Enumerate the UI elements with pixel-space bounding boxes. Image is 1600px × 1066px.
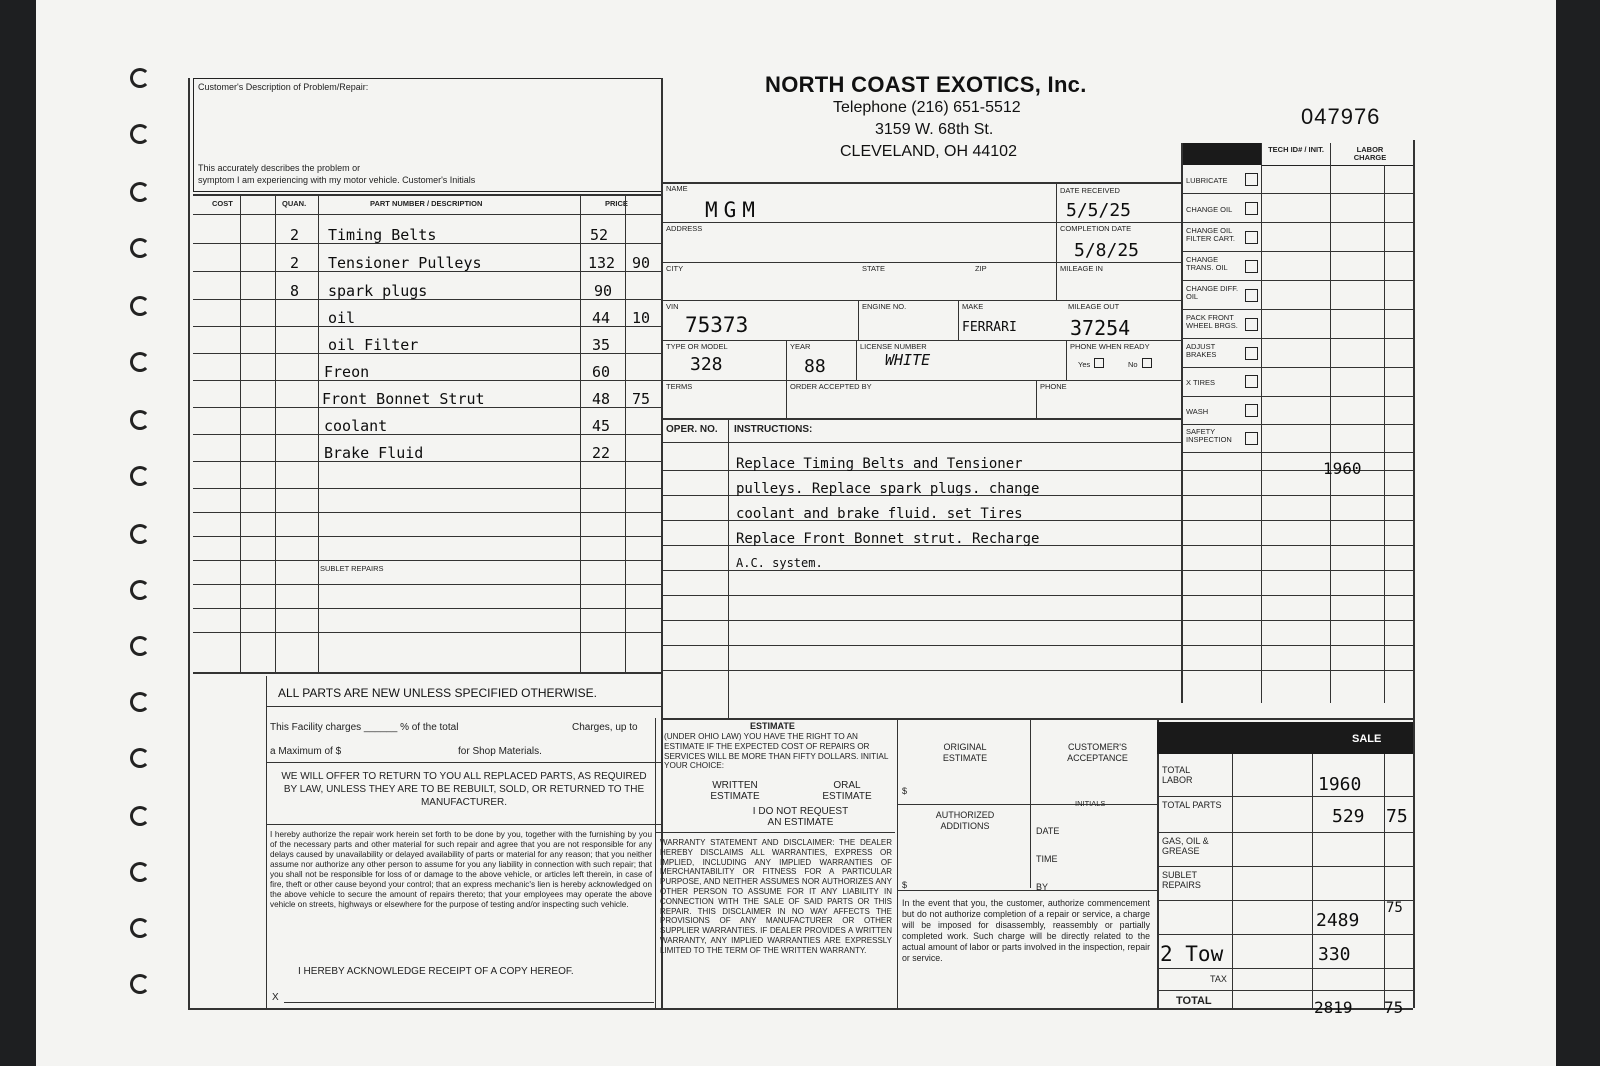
totals-line	[1157, 968, 1413, 969]
parts-col-line	[318, 194, 319, 672]
terms-line	[661, 418, 1181, 420]
address-line	[661, 262, 1181, 263]
instructions-rule	[661, 645, 1413, 646]
name-line	[661, 222, 1056, 223]
totals-line	[1157, 832, 1413, 833]
no-checkbox[interactable]	[1142, 358, 1152, 368]
facility-charges: This Facility charges ______ % of the total	[270, 722, 459, 733]
check-label: CHANGE OIL	[1186, 205, 1233, 214]
no-label: No	[1128, 360, 1138, 369]
part-qty: 2	[290, 226, 300, 244]
total-labor: 1960	[1318, 774, 1362, 795]
date-received: 5/5/25	[1066, 200, 1132, 221]
engine-label: ENGINE NO.	[862, 302, 907, 311]
part-price: 132	[588, 254, 616, 272]
pin-hole	[130, 524, 150, 544]
check-box[interactable]	[1245, 347, 1258, 360]
engine-divider	[958, 300, 959, 340]
maximum-label: a Maximum of $	[270, 746, 342, 757]
accepted-divider	[1036, 380, 1037, 418]
type-line	[661, 380, 1181, 381]
year-label: YEAR	[790, 342, 811, 351]
checks-right	[1261, 143, 1262, 703]
estimate-top	[661, 718, 1413, 720]
totals-col2	[1312, 754, 1313, 1008]
no-estimate: I DO NOT REQUEST AN ESTIMATE	[752, 806, 849, 828]
parts-bottom	[193, 672, 661, 674]
name-label: NAME	[666, 184, 688, 193]
check-box[interactable]	[1245, 318, 1258, 331]
estimate-title: ESTIMATE	[750, 721, 795, 731]
check-label: ADJUST BRAKES	[1186, 342, 1217, 359]
completion-date: 5/8/25	[1074, 240, 1140, 261]
company-telephone: Telephone (216) 651-5512	[833, 99, 1021, 116]
sublet-label: SUBLET REPAIRS	[320, 564, 384, 573]
disassembly-text: In the event that you, the customer, authorize commencement but do not authorize completion of a repair or service, a charge will be imposed for disassembly, reassembly or partially completed work. Such charge will be directly related to the actual amount of labor or parts involved in the inspection, repair or service.	[902, 898, 1150, 963]
instruction-line: pulleys. Replace spark plugs. change	[736, 481, 1040, 497]
part-price: 22	[592, 444, 611, 462]
signature-line[interactable]	[284, 1002, 654, 1003]
part-desc: oil	[328, 309, 356, 327]
authorize-text: I hereby authorize the repair work herein set forth to be done by you, together with the furnishing by you of the necessary parts and other material for such repair and agree that you are not responsible for any delays caused by unavailability or delayed availability of parts or material for any reason; that you neither assume nor authorize any other person to assume for you any liability in connection with such repair; that you shall not be responsible for loss of or damage to the above vehicle, or articles left therein, in case of fire, theft or other cause beyond your control; that an express mechanic's lien is hereby acknowledged on the above vehicle to secure the amount of repairs thereto; that your employees may operate the above vehicle on streets, highways or elsewhere for the purpose of testing and/or inspecting such vehicle.	[270, 830, 652, 909]
col-qty: QUAN.	[282, 199, 307, 208]
oper-divider	[728, 418, 729, 718]
check-box[interactable]	[1245, 404, 1258, 417]
customer-acceptance: CUSTOMER'S ACCEPTANCE	[1067, 742, 1128, 763]
parts-row-line	[193, 536, 661, 537]
parts-row-line	[193, 380, 661, 381]
dollar-sign-2: $	[902, 880, 908, 890]
totals-col	[1232, 754, 1233, 1008]
total-parts-cents: 75	[1386, 806, 1408, 827]
part-qty: 2	[290, 254, 300, 272]
oper-label: OPER. NO.	[666, 424, 718, 435]
estimate-left	[655, 718, 656, 1008]
check-line	[1181, 338, 1413, 339]
part-desc: Front Bonnet Strut	[322, 390, 485, 408]
col-description: PART NUMBER / DESCRIPTION	[370, 199, 483, 208]
check-label: CHANGE OIL FILTER CART.	[1186, 226, 1235, 243]
yes-checkbox[interactable]	[1094, 358, 1104, 368]
parts-row-line	[193, 560, 661, 561]
parts-col-line	[625, 194, 626, 672]
part-desc: Freon	[324, 363, 370, 381]
part-desc: Timing Belts	[328, 226, 437, 244]
col-cost: COST	[212, 199, 233, 208]
total-label: TOTAL	[1176, 995, 1212, 1007]
instructions-label: INSTRUCTIONS:	[734, 424, 813, 435]
disclaimer-left-line	[266, 676, 267, 1008]
tech-header: TECH ID# / INIT.	[1268, 145, 1324, 154]
frame-left	[188, 78, 190, 1008]
instructions-line	[661, 442, 1181, 443]
labor-header: LABOR CHARGE	[1353, 145, 1387, 162]
parts-row-line	[193, 434, 661, 435]
vin-line	[661, 340, 1181, 341]
col-price: PRICE	[605, 199, 628, 208]
make-value: FERRARI	[962, 320, 1017, 335]
year-value: 88	[804, 356, 826, 377]
part-qty: 8	[290, 282, 300, 300]
part-cents: 75	[632, 390, 651, 408]
estimate-line	[897, 804, 1157, 805]
part-price: 60	[592, 363, 611, 381]
frame-bottom	[188, 1008, 1413, 1010]
by-label: BY	[1036, 882, 1049, 892]
check-line	[1181, 280, 1413, 281]
frame-right	[1413, 140, 1415, 1008]
pin-hole	[130, 974, 150, 994]
tow-value: 330	[1318, 944, 1351, 965]
acceptance-divider	[1030, 718, 1031, 888]
check-label: SAFETY INSPECTION	[1186, 427, 1232, 444]
type-label: TYPE OR MODEL	[666, 342, 728, 351]
pin-hole	[130, 352, 150, 372]
part-cents: 10	[632, 309, 651, 327]
state-label: STATE	[862, 264, 886, 273]
part-desc: coolant	[324, 417, 388, 435]
phone-label: PHONE	[1040, 382, 1067, 391]
problem-heading: Customer's Description of Problem/Repair:	[198, 82, 369, 92]
city-line	[661, 300, 1181, 301]
totals-line	[1157, 866, 1413, 867]
year-divider	[856, 340, 857, 380]
company-street: 3159 W. 68th St.	[875, 121, 994, 138]
check-label: WASH	[1186, 407, 1209, 416]
vin-value: 75373	[685, 313, 749, 337]
instruction-line: Replace Front Bonnet strut. Recharge	[736, 531, 1040, 547]
pin-hole	[130, 862, 150, 882]
shop-materials: for Shop Materials.	[458, 746, 542, 757]
check-label: X TIRES	[1186, 378, 1216, 387]
parts-header-line	[193, 214, 663, 215]
totals-cents-col	[1384, 754, 1385, 1008]
check-line	[1181, 424, 1413, 425]
oral-estimate: ORAL ESTIMATE	[822, 780, 872, 802]
license-label: LICENSE NUMBER	[860, 342, 927, 351]
charges-up-to: Charges, up to	[572, 722, 638, 733]
disclaimer-line	[266, 706, 661, 707]
tow-label: 2 Tow	[1160, 942, 1224, 966]
total-parts: 529	[1332, 806, 1365, 827]
terms-label: TERMS	[666, 382, 693, 391]
completion-label: COMPLETION DATE	[1060, 224, 1132, 233]
check-box[interactable]	[1245, 231, 1258, 244]
yes-label: Yes	[1078, 360, 1091, 369]
instruction-line: Replace Timing Belts and Tensioner	[736, 456, 1023, 472]
zip-label: ZIP	[975, 264, 987, 273]
parts-top	[193, 194, 663, 196]
pin-hole	[130, 580, 150, 600]
tax-label: TAX	[1210, 974, 1227, 984]
pin-hole	[130, 238, 150, 258]
totals-line	[1157, 934, 1413, 935]
vin-label: VIN	[666, 302, 679, 311]
dollar-sign: $	[902, 786, 908, 796]
estimate-line	[655, 832, 895, 833]
check-box[interactable]	[1245, 260, 1258, 273]
parts-row-line	[193, 512, 661, 513]
check-label: LUBRICATE	[1186, 176, 1228, 185]
disclaimer-line	[266, 824, 661, 825]
tech-right	[1330, 143, 1331, 703]
check-box[interactable]	[1245, 202, 1258, 215]
date-label: DATE	[1036, 826, 1060, 836]
pin-hole	[130, 748, 150, 768]
instructions-labor-amount: 1960	[1323, 459, 1362, 478]
signature-x: X	[272, 992, 279, 1003]
pin-hole	[130, 636, 150, 656]
check-line	[1181, 367, 1413, 368]
pin-hole	[130, 296, 150, 316]
sublet-total-label: SUBLET REPAIRS	[1162, 870, 1201, 890]
terms-divider	[786, 380, 787, 418]
problem-accuracy-1: This accurately describes the problem or	[198, 163, 361, 173]
check-box[interactable]	[1245, 289, 1258, 302]
pin-hole	[130, 410, 150, 430]
check-box[interactable]	[1245, 375, 1258, 388]
check-label: CHANGE TRANS. OIL	[1186, 255, 1228, 272]
time-label: TIME	[1036, 854, 1058, 864]
instructions-rule	[661, 570, 1413, 571]
dates-divider	[1056, 182, 1057, 300]
instructions-rule	[661, 595, 1413, 596]
parts-col-line	[580, 194, 581, 672]
warranty-text: WARRANTY STATEMENT AND DISCLAIMER: THE DEALER HEREBY DISCLAIMS ALL WARRANTIES, EXPRESS OR IMPLIED, INCLUDING ANY IMPLIED WARRANTIES OF MERCHANTABILITY OR FITNESS FOR A PARTICULAR PURPOSE, AND NEITHER ASSUMES NOR AUTHORIZES ANY OTHER PERSON TO ASSUME FOR IT ANY LIABILITY IN CONNECTION WITH THE SALE OF SAID PARTS OR THIS REPAIR. THIS DISCLAIMER IN NO WAY AFFECTS THE PROVISIONS OF ANY MANUFACTURER OR OTHER SUPPLIER WARRANTIES. IF DEALER PROVIDES A WRITTEN WARRANTY, ANY IMPLIED WARRANTIES ARE EXPRESSLY LIMITED TO THE TERM OF THE WRITTEN WARRANTY.	[660, 838, 892, 955]
parts-row-line	[193, 461, 661, 462]
check-line	[1181, 193, 1413, 194]
company-name: NORTH COAST EXOTICS, Inc.	[765, 72, 1087, 97]
part-price: 48	[592, 390, 611, 408]
phone-ready-label: PHONE WHEN READY	[1070, 342, 1150, 351]
estimate-text: (UNDER OHIO LAW) YOU HAVE THE RIGHT TO AN ESTIMATE IF THE EXPECTED COST OF REPAIRS OR SERVICES WILL BE MORE THAN FIFTY DOLLARS. INITIAL YOUR CHOICE:	[664, 732, 889, 771]
pin-hole	[130, 68, 150, 88]
part-price: 44	[592, 309, 611, 327]
date-received-label: DATE RECEIVED	[1060, 186, 1120, 195]
total-parts-label: TOTAL PARTS	[1162, 800, 1222, 810]
type-divider	[786, 340, 787, 380]
acknowledge-text: I HEREBY ACKNOWLEDGE RECEIPT OF A COPY HEREOF.	[298, 966, 574, 977]
part-desc: oil Filter	[328, 336, 419, 354]
address-label: ADDRESS	[666, 224, 703, 233]
authorized-additions: AUTHORIZED ADDITIONS	[935, 810, 995, 831]
initials-label: INITIALS	[1075, 799, 1106, 808]
checks-left	[1181, 143, 1183, 703]
disclaimer-line	[266, 762, 661, 763]
totals-left	[1157, 718, 1159, 1008]
invoice-number: 047976	[1301, 104, 1381, 129]
instruction-line: coolant and brake fluid. set Tires	[736, 506, 1023, 522]
sale-label: SALE	[1352, 733, 1382, 745]
parts-row-line	[193, 353, 661, 354]
labor-cents-line	[1384, 165, 1385, 703]
written-estimate: WRITTEN ESTIMATE	[710, 780, 760, 802]
mileage-out: 37254	[1070, 316, 1131, 340]
accepted-label: ORDER ACCEPTED BY	[790, 382, 872, 391]
check-line	[1181, 396, 1413, 397]
company-city: CLEVELAND, OH 44102	[840, 143, 1017, 160]
city-label: CITY	[666, 264, 684, 273]
pin-hole	[130, 466, 150, 486]
totals-line	[1157, 900, 1413, 901]
pin-hole	[130, 692, 150, 712]
check-label: PACK FRONT WHEEL BRGS.	[1186, 313, 1238, 330]
parts-row-line	[193, 488, 661, 489]
instructions-rule	[661, 670, 1413, 671]
part-desc: Brake Fluid	[324, 444, 424, 462]
mileage-in-label: MILEAGE IN	[1060, 264, 1103, 273]
part-cents: 90	[632, 254, 651, 272]
parts-row-line	[193, 608, 661, 609]
part-desc: Tensioner Pulleys	[328, 254, 482, 272]
pin-hole	[130, 806, 150, 826]
check-box[interactable]	[1245, 432, 1258, 445]
check-line	[1181, 222, 1413, 223]
part-price: 90	[594, 282, 613, 300]
estimate-right	[897, 718, 898, 1008]
parts-row-line	[193, 326, 661, 327]
license-divider	[1066, 340, 1067, 380]
dates-line	[1056, 222, 1181, 223]
pin-hole	[130, 918, 150, 938]
pin-hole	[130, 182, 150, 202]
part-price: 45	[592, 417, 611, 435]
parts-col-line	[275, 194, 276, 672]
return-parts: WE WILL OFFER TO RETURN TO YOU ALL REPLACED PARTS, AS REQUIRED BY LAW, UNLESS THEY ARE TO BE REBUILT, SOLD, OR RETURNED TO THE MANUFACTURER.	[281, 771, 647, 808]
totals-line	[1157, 796, 1413, 797]
estimate-line	[897, 890, 1157, 891]
check-line	[1181, 452, 1413, 453]
vin-divider	[858, 300, 859, 340]
check-box[interactable]	[1245, 173, 1258, 186]
total-labor-label: TOTAL LABOR	[1162, 765, 1193, 785]
problem-accuracy-2: symptom I am experiencing with my motor vehicle. Customer's Initials	[198, 175, 476, 185]
part-price: 35	[592, 336, 611, 354]
grand-total: 2819	[1314, 998, 1353, 1017]
pin-hole	[130, 124, 150, 144]
grand-total-cents: 75	[1384, 998, 1404, 1017]
gas-label: GAS, OIL & GREASE	[1162, 836, 1209, 856]
parts-row-line	[193, 632, 661, 633]
parts-row-line	[193, 584, 661, 585]
all-parts-new: ALL PARTS ARE NEW UNLESS SPECIFIED OTHERWISE.	[278, 686, 597, 700]
customer-top	[661, 182, 1181, 184]
mileage-out-label: MILEAGE OUT	[1068, 302, 1120, 311]
subtotal: 2489	[1316, 910, 1360, 931]
subtotal-cents: 75	[1386, 900, 1403, 916]
license-value: WHITE	[885, 351, 931, 369]
part-price: 52	[590, 226, 609, 244]
instruction-line: A.C. system.	[736, 556, 823, 570]
original-estimate: ORIGINAL ESTIMATE	[942, 742, 988, 763]
make-label: MAKE	[962, 302, 984, 311]
check-label: CHANGE DIFF. OIL	[1186, 284, 1239, 301]
part-desc: spark plugs	[328, 282, 428, 300]
type-value: 328	[690, 354, 723, 375]
check-line	[1181, 309, 1413, 310]
checks-header	[1181, 143, 1261, 165]
parts-col-line	[240, 194, 241, 672]
totals-line	[1157, 990, 1413, 991]
customer-name: MGM	[705, 198, 761, 222]
instructions-rule	[661, 620, 1413, 621]
check-line	[1181, 251, 1413, 252]
